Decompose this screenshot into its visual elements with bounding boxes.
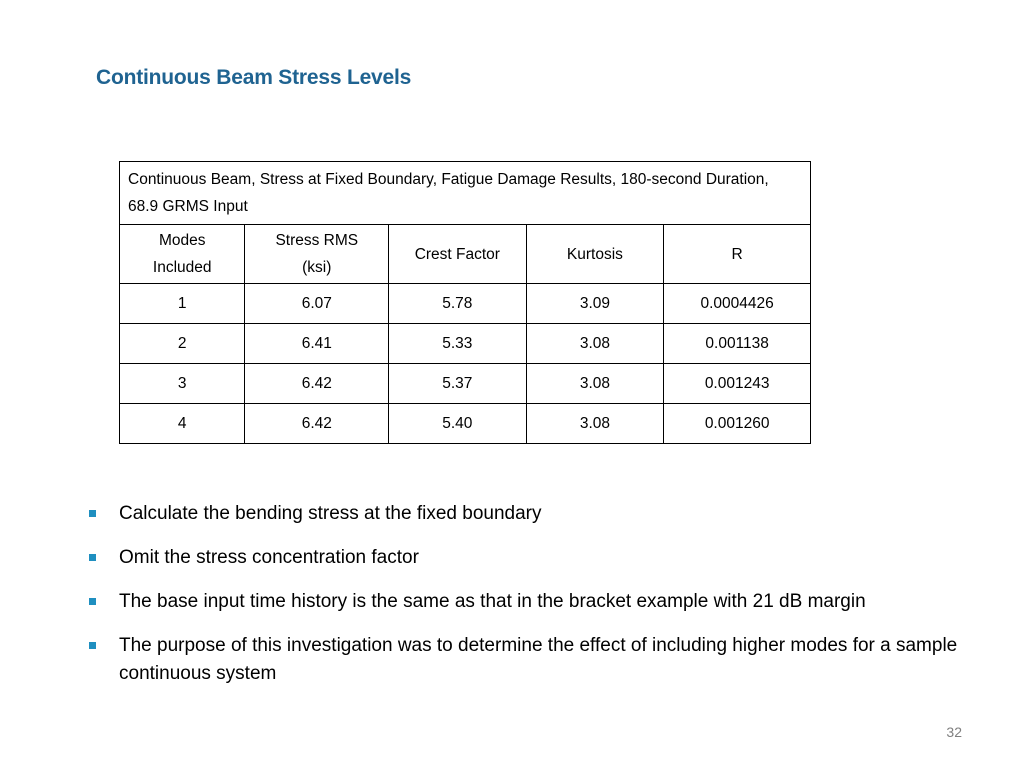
table-caption: Continuous Beam, Stress at Fixed Boundary, Fatigue Damage Results, 180-second Duration, 68.9 GRMS Input [120, 162, 811, 225]
table-header-row [120, 225, 811, 284]
header-kurtosis: Kurtosis [526, 225, 664, 284]
square-bullet-icon [89, 598, 96, 605]
bullet-list [88, 500, 968, 704]
table-row [120, 364, 811, 404]
square-bullet-icon [89, 554, 96, 561]
fatigue-results-table [119, 161, 811, 444]
cell-r: 0.001260 [664, 404, 811, 444]
bullet-text: Calculate the bending stress at the fixed boundary [119, 503, 542, 524]
header-modes-included [120, 225, 245, 284]
header-modes-included-line1: Modes [158, 232, 206, 249]
cell-r: 0.0004426 [664, 284, 811, 324]
header-stress-rms [245, 225, 389, 284]
cell-crest-factor: 5.40 [389, 404, 526, 444]
table-row [120, 284, 811, 324]
cell-crest-factor: 5.78 [389, 284, 526, 324]
cell-kurtosis: 3.08 [526, 324, 664, 364]
cell-crest-factor: 5.37 [389, 364, 526, 404]
header-modes-included-line2: Included [152, 259, 212, 276]
header-stress-rms-line2: (ksi) [302, 259, 332, 276]
square-bullet-icon [89, 642, 96, 649]
bullet-item [88, 588, 968, 616]
table-caption-row [120, 162, 811, 225]
cell-modes: 4 [120, 404, 245, 444]
cell-stress-rms: 6.42 [245, 404, 389, 444]
bullet-item [88, 544, 968, 572]
table-row [120, 404, 811, 444]
cell-r: 0.001138 [664, 324, 811, 364]
cell-r: 0.001243 [664, 364, 811, 404]
table-row [120, 324, 811, 364]
cell-crest-factor: 5.33 [389, 324, 526, 364]
cell-stress-rms: 6.41 [245, 324, 389, 364]
cell-kurtosis: 3.08 [526, 364, 664, 404]
slide-title: Continuous Beam Stress Levels [96, 66, 412, 89]
cell-kurtosis: 3.09 [526, 284, 664, 324]
cell-kurtosis: 3.08 [526, 404, 664, 444]
header-stress-rms-line1: Stress RMS [275, 232, 359, 249]
page-number: 32 [946, 724, 962, 740]
cell-modes: 1 [120, 284, 245, 324]
header-r: R [664, 225, 811, 284]
cell-modes: 3 [120, 364, 245, 404]
bullet-text: The purpose of this investigation was to determine the effect of including higher modes for a sample continuous system [119, 635, 958, 684]
cell-stress-rms: 6.42 [245, 364, 389, 404]
cell-modes: 2 [120, 324, 245, 364]
square-bullet-icon [89, 510, 96, 517]
bullet-text: Omit the stress concentration factor [119, 547, 419, 568]
bullet-item [88, 632, 968, 688]
header-crest-factor: Crest Factor [389, 225, 526, 284]
cell-stress-rms: 6.07 [245, 284, 389, 324]
bullet-text: The base input time history is the same as that in the bracket example with 21 dB margin [119, 591, 866, 612]
bullet-item [88, 500, 968, 528]
